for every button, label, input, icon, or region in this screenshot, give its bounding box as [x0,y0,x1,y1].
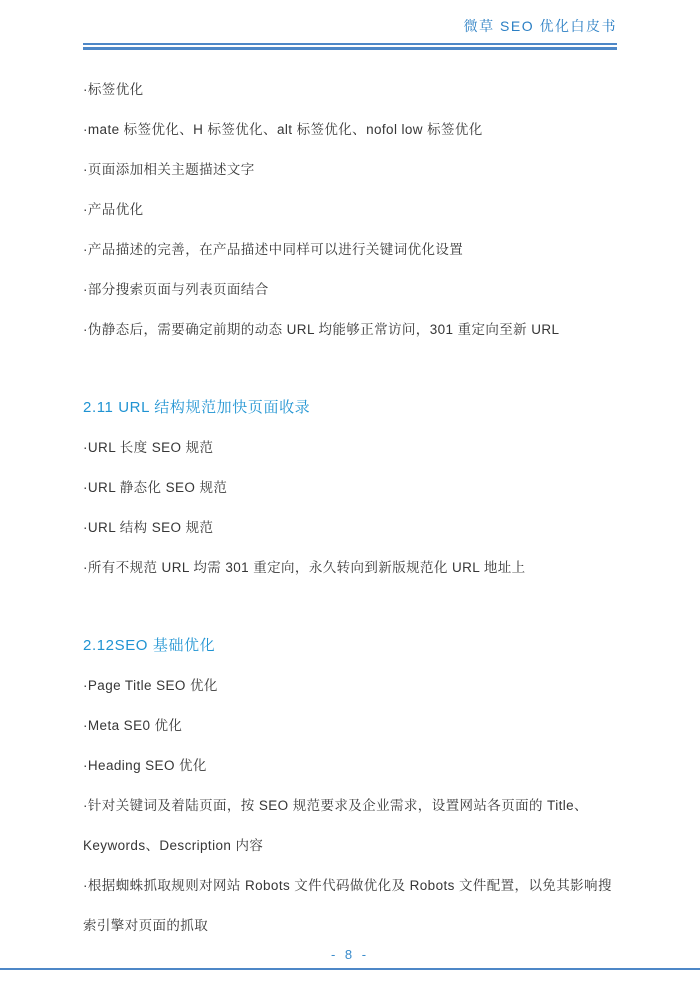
document-body [0,50,700,946]
body-line: ·标签优化 [83,82,144,97]
body-line: ·URL 结构 SEO 规范 [83,520,214,535]
header-title: 微草 SEO 优化白皮书 [463,18,617,34]
section-heading: 2.11 URL 结构规范加快页面收录 [83,399,311,416]
body-line-wrap: Keywords、Description 内容 [83,838,264,853]
body-line: ·URL 静态化 SEO 规范 [83,480,228,495]
body-line: ·部分搜索页面与列表页面结合 [83,282,269,297]
body-line: ·根据蜘蛛抓取规则对网站 Robots 文件代码做优化及 Robots 文件配置，以免其影响搜 [83,878,612,893]
page-header [0,0,700,50]
header-rule [83,43,617,50]
body-line: ·产品优化 [83,202,144,217]
body-line: ·Meta SE0 优化 [83,718,183,733]
body-line: ·Page Title SEO 优化 [83,678,218,693]
body-line: ·mate 标签优化、H 标签优化、alt 标签优化、nofol low 标签优化 [83,122,483,137]
footer-page-number: - 8 - [330,947,370,962]
body-line: ·产品描述的完善，在产品描述中同样可以进行关键词优化设置 [83,242,464,257]
section-heading: 2.12SEO 基础优化 [83,637,216,654]
body-line: ·URL 长度 SEO 规范 [83,440,214,455]
footer-rule [0,968,700,970]
body-line: ·所有不规范 URL 均需 301 重定向，永久转向到新版规范化 URL 地址上 [83,560,526,575]
body-line-wrap: 索引擎对页面的抓取 [83,918,209,933]
body-line: ·针对关键词及着陆页面，按 SEO 规范要求及企业需求，设置网站各页面的 Title、 [83,798,588,813]
body-line: ·页面添加相关主题描述文字 [83,162,255,177]
body-line: ·伪静态后，需要确定前期的动态 URL 均能够正常访问，301 重定向至新 URL [83,322,560,337]
body-line: ·Heading SEO 优化 [83,758,207,773]
